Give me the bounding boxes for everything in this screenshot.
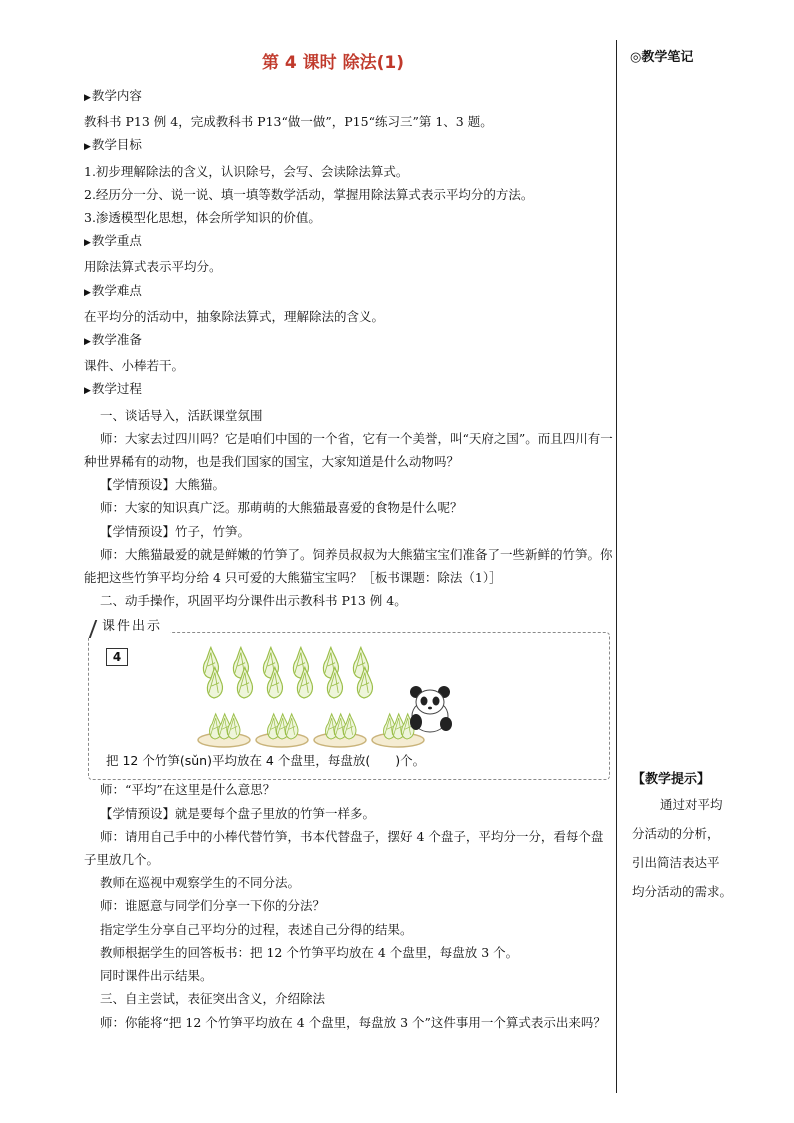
figure-tab: 课件出示: [88, 616, 170, 638]
triangle-icon: ▶: [84, 93, 91, 103]
example-number-badge: 4: [106, 648, 128, 666]
tip-line: 均分活动的需求。: [632, 884, 733, 899]
process-paragraph: 师：大熊猫最爱的就是鲜嫩的竹笋了。饲养员叔叔为大熊猫宝宝们准备了一些新鲜的竹笋。你能把这些竹笋平均分给 4 只可爱的大熊猫宝宝吗？［板书课题：除法（1）］: [84, 546, 613, 586]
tip-line: 引出简洁表达平: [632, 855, 720, 870]
tab-slash-icon: [89, 620, 98, 638]
bamboo-shoot-icon: [344, 714, 356, 739]
bamboo-shoots-group: [203, 648, 372, 699]
page-title: 第 4 课时 除法(1): [262, 53, 404, 73]
triangle-icon: ▶: [84, 287, 91, 298]
column-divider: [616, 40, 617, 1093]
triangle-icon: ▶: [84, 386, 91, 397]
courseware-figure: [88, 616, 610, 772]
triangle-icon: ▶: [84, 142, 91, 153]
key-text: 用除法算式表示平均分。: [84, 259, 222, 275]
process-paragraph: 指定学生分享自己平均分的过程，表述自己分得的结果。: [100, 921, 413, 937]
bamboo-panda-illustration: [196, 644, 496, 750]
tip-line: 通过对平均: [660, 797, 723, 812]
triangle-icon: ▶: [84, 238, 91, 249]
plate-icon: [198, 714, 250, 747]
notes-title: ◎教学笔记: [630, 50, 694, 65]
process-paragraph: 师：你能将“把 12 个竹笋平均放在 4 个盘里，每盘放 3 个”这件事用一个算式表示出来吗？: [100, 1014, 606, 1030]
section-heading: ▶教学重点: [84, 233, 142, 249]
section-heading: ▶教学内容: [84, 88, 142, 103]
tip-title: 【教学提示】: [632, 772, 711, 787]
figure-question: 把 12 个竹笋(sǔn)平均放在 4 个盘里，每盘放( )个。: [106, 753, 426, 769]
process-paragraph: 一、谈话导入，活跃课堂氛围: [100, 407, 263, 423]
tip-body: [632, 790, 744, 906]
section-heading: ▶教学准备: [84, 332, 142, 348]
process-paragraph: 师：谁愿意与同学们分享一下你的分法？: [100, 898, 326, 914]
plates-group: [198, 714, 424, 747]
section-heading: ▶教学过程: [84, 381, 142, 397]
triangle-icon: ▶: [84, 337, 91, 348]
bamboo-shoot-icon: [286, 714, 298, 739]
plate-icon: [256, 714, 308, 747]
section-heading: ▶教学难点: [84, 282, 142, 298]
difficulty-text: 在平均分的活动中，抽象除法算式，理解除法的含义。: [84, 308, 385, 324]
process-paragraph: 师：大家去过四川吗？它是咱们中国的一个省，它有一个美誉，叫“天府之国”。而且四川有一种世界稀有的动物，也是我们国家的国宝，大家知道是什么动物吗？: [84, 430, 613, 470]
process-paragraph: 【学情预设】就是要每个盘子里放的竹笋一样多。: [100, 805, 376, 821]
process-paragraph: 【学情预设】竹子，竹笋。: [100, 523, 251, 539]
process-paragraph: 二、动手操作，巩固平均分课件出示教科书 P13 例 4。: [100, 593, 407, 609]
tip-line: 分活动的分析，: [632, 826, 720, 841]
goal-item: 1.初步理解除法的含义，认识除号，会写、会读除法算式。: [84, 163, 409, 179]
prep-text: 课件、小棒若干。: [84, 358, 185, 374]
process-paragraph: 教师根据学生的回答板书：把 12 个竹笋平均放在 4 个盘里，每盘放 3 个。: [100, 944, 519, 960]
section-heading: ▶教学目标: [84, 137, 142, 153]
process-paragraph: 师：“平均”在这里是什么意思？: [100, 782, 276, 798]
process-paragraph: 三、自主尝试，表征突出含义，介绍除法: [100, 991, 326, 1007]
process-paragraph: 同时课件出示结果。: [100, 968, 213, 984]
process-paragraph: 师：大家的知识真广泛。那萌萌的大熊猫最喜爱的食物是什么呢？: [100, 500, 463, 516]
panda-icon: [410, 686, 452, 732]
process-paragraph: 师：请用自己手中的小棒代替竹笋，书本代替盘子，摆好 4 个盘子，平均分一分，看每个盘子里放几个。: [84, 828, 604, 868]
bamboo-shoot-icon: [228, 714, 240, 739]
plate-icon: [314, 714, 366, 747]
goal-item: 3.渗透模型化思想，体会所学知识的价值。: [84, 210, 321, 226]
content-text: 教科书 P13 例 4，完成教科书 P13“做一做”，P15“练习三”第 1、3 题。: [84, 114, 493, 130]
goal-item: 2.经历分一分、说一说、填一填等数学活动，掌握用除法算式表示平均分的方法。: [84, 186, 534, 202]
main-content: [84, 84, 614, 1034]
process-paragraph: 教师在巡视中观察学生的不同分法。: [100, 875, 301, 891]
process-paragraph: 【学情预设】大熊猫。: [100, 477, 226, 493]
